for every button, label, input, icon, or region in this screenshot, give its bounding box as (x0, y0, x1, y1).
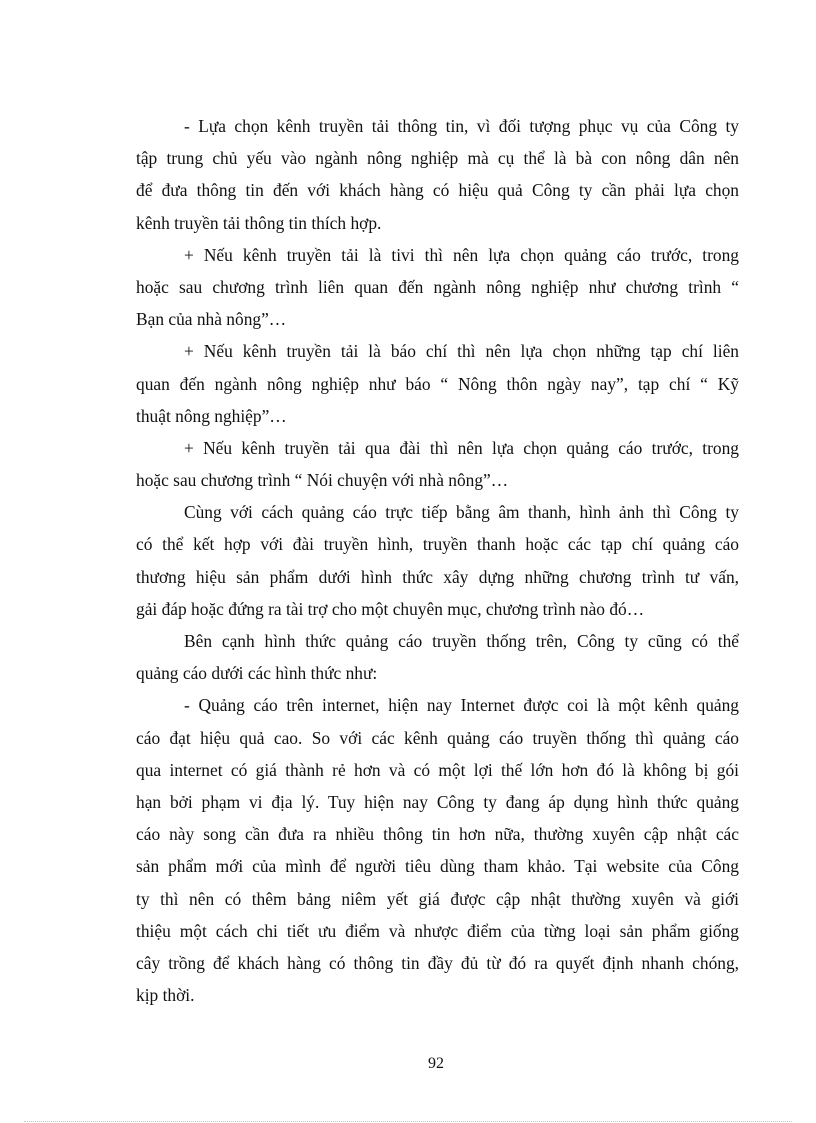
text-line: hoặc sau chương trình “ Nói chuyện với nhà nông”… (136, 470, 509, 491)
text-line: để đưa thông tin đến với khách hàng có hiệu quả Công ty cần phải lựa chọn (136, 180, 739, 201)
text-line: kịp thời. (136, 985, 195, 1006)
text-line: hạn bởi phạm vi địa lý. Tuy hiện nay Công ty đang áp dụng hình thức quảng (136, 791, 739, 812)
text-line: Cùng với cách quảng cáo trực tiếp bằng âm thanh, hình ảnh thì Công ty (184, 502, 739, 523)
text-line: Bạn của nhà nông”… (136, 309, 287, 330)
text-line: gải đáp hoặc đứng ra tài trợ cho một chuyên mục, chương trình nào đó… (136, 598, 645, 619)
text-line: cáo đạt hiệu quả cao. So với các kênh quảng cáo truyền thống thì quảng cáo (136, 727, 739, 748)
text-line: quảng cáo dưới các hình thức như: (136, 663, 378, 684)
text-line: tập trung chủ yếu vào ngành nông nghiệp mà cụ thể là bà con nông dân nên (136, 148, 739, 169)
text-line: hoặc sau chương trình liên quan đến ngành nông nghiệp như chương trình “ (136, 276, 739, 297)
text-line: + Nếu kênh truyền tải là tivi thì nên lựa chọn quảng cáo trước, trong (184, 244, 739, 265)
text-line: sản phẩm mới của mình để người tiêu dùng tham khảo. Tại website của Công (136, 856, 739, 877)
text-line: qua internet có giá thành rẻ hơn và có một lợi thế lớn hơn đó là không bị gói (136, 759, 739, 780)
text-line: + Nếu kênh truyền tải là báo chí thì nên lựa chọn những tạp chí liên (184, 341, 739, 362)
text-line: - Quảng cáo trên internet, hiện nay Internet được coi là một kênh quảng (184, 695, 739, 716)
text-line: ty thì nên có thêm bảng niêm yết giá được cập nhật thường xuyên và giới (136, 888, 739, 909)
text-line: thiệu một cách chi tiết ưu điểm và nhược điểm của từng loại sản phẩm giống (136, 920, 739, 941)
page-number: 92 (428, 1055, 444, 1072)
text-line: thuật nông nghiệp”… (136, 405, 287, 426)
text-line: - Lựa chọn kênh truyền tải thông tin, vì đối tượng phục vụ của Công ty (184, 116, 739, 136)
text-line: cáo này song cần đưa ra nhiều thông tin hơn nữa, thường xuyên cập nhật các (136, 824, 739, 845)
text-line: quan đến ngành nông nghiệp như báo “ Nông thôn ngày nay”, tạp chí “ Kỹ (136, 373, 739, 394)
page-bottom-divider (24, 1121, 792, 1122)
text-line: kênh truyền tải thông tin thích hợp. (136, 212, 382, 233)
document-body (136, 110, 739, 1011)
text-line: có thể kết hợp với đài truyền hình, truyền thanh hoặc các tạp chí quảng cáo (136, 534, 739, 555)
text-line: thương hiệu sản phẩm dưới hình thức xây dựng những chương trình tư vấn, (136, 566, 739, 587)
text-line: + Nếu kênh truyền tải qua đài thì nên lựa chọn quảng cáo trước, trong (184, 437, 739, 458)
text-line: Bên cạnh hình thức quảng cáo truyền thống trên, Công ty cũng có thể (184, 631, 739, 651)
text-line: cây trồng để khách hàng có thông tin đầy đủ từ đó ra quyết định nhanh chóng, (136, 952, 739, 973)
